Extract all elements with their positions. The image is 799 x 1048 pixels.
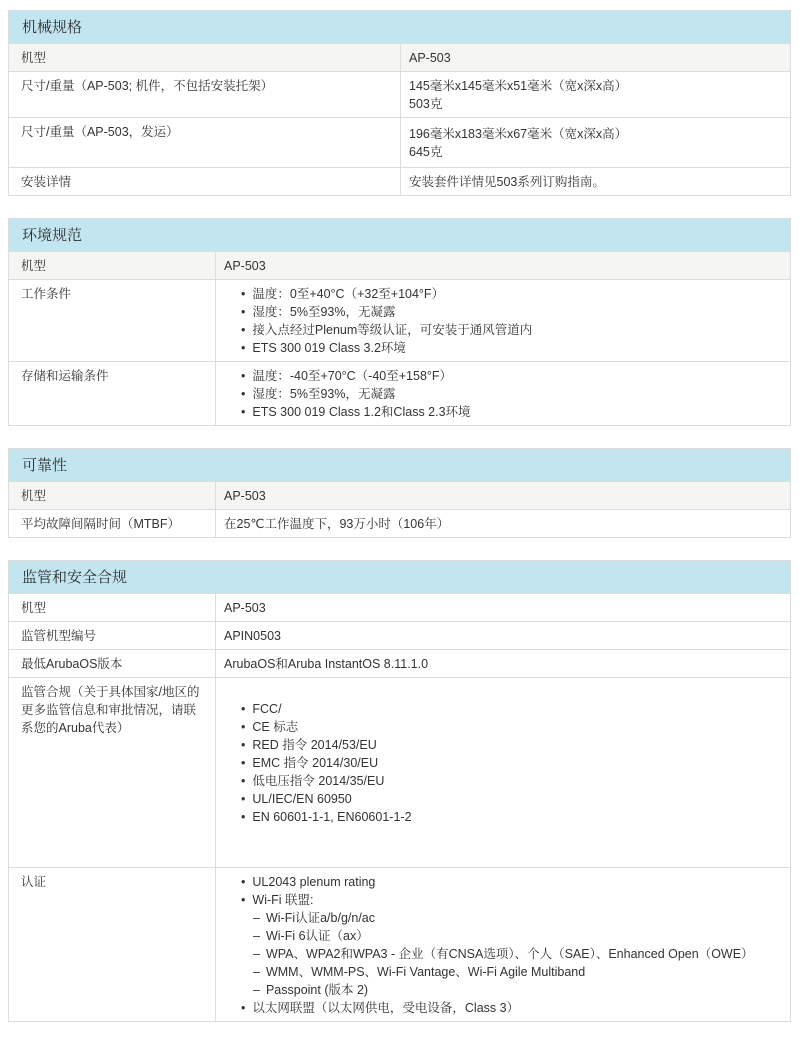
value-text: 温度：-40至+70°C（-40至+158°F） [252,369,453,383]
value-line [409,173,780,191]
value-line [409,95,780,113]
spec-label: 最低ArubaOS版本 [9,650,216,677]
value-line [409,77,780,95]
value-text: AP-503 [224,601,266,615]
spec-label: 认证 [9,868,216,1021]
value-text: 503克 [409,97,443,111]
spec-label: 尺寸/重量（AP-503，发运） [9,118,401,167]
spec-value [216,650,790,677]
value-text: 645克 [409,145,443,159]
value-text: 湿度：5%至93%，无凝露 [252,305,396,319]
spec-value [401,118,790,167]
value-line [224,487,780,505]
value-text: 145毫米x145毫米x51毫米（宽x深x高） [409,79,628,93]
value-text: 196毫米x183毫米x67毫米（宽x深x高） [409,127,628,141]
value-text: UL2043 plenum rating [252,875,376,889]
spec-label: 存储和运输条件 [9,362,216,425]
table-row [9,279,790,361]
value-text: RED 指令 2014/53/EU [252,738,377,752]
value-text: AP-503 [224,259,266,273]
spec-label: 机型 [9,44,401,71]
bullet-marker-icon: • [241,738,246,752]
sub-item [224,945,780,963]
bullet-marker-icon: • [241,305,246,319]
value-text: EN 60601-1-1, EN60601-1-2 [252,810,412,824]
dash-marker-icon: – [253,983,260,997]
bullet-item [224,403,780,421]
table-row [9,43,790,71]
spec-label: 工作条件 [9,280,216,361]
spec-value [401,72,790,117]
spec-label: 平均故障间隔时间（MTBF） [9,510,216,537]
bullet-item [224,339,780,357]
value-line [224,599,780,617]
spec-label: 机型 [9,252,216,279]
spec-value [216,594,790,621]
bullet-item [224,772,780,790]
spec-label: 监管机型编号 [9,622,216,649]
section-title: 可靠性 [9,449,790,481]
spec-label: 尺寸/重量（AP-503; 机件，不包括安装托架） [9,72,401,117]
table-row [9,867,790,1021]
sub-item [224,963,780,981]
spec-value [216,280,790,361]
value-text: ETS 300 019 Class 3.2环境 [252,341,406,355]
value-text: AP-503 [224,489,266,503]
value-text: 接入点经过Plenum等级认证，可安装于通风管道内 [252,323,533,337]
value-text: APIN0503 [224,629,281,643]
dash-marker-icon: – [253,929,260,943]
value-text: 低电压指令 2014/35/EU [252,774,385,788]
value-text: Wi-Fi认证a/b/g/n/ac [265,911,376,925]
bullet-marker-icon: • [241,405,246,419]
bullet-item [224,808,780,826]
sub-item [224,909,780,927]
bullet-marker-icon: • [241,756,246,770]
bullet-marker-icon: • [241,720,246,734]
value-line [409,143,780,161]
bullet-item [224,999,780,1017]
bullet-marker-icon: • [241,774,246,788]
spec-value [216,510,790,537]
section-title: 机械规格 [9,11,790,43]
value-text: FCC/ [252,702,282,716]
spec-value [216,362,790,425]
bullet-item [224,736,780,754]
value-line [224,627,780,645]
sub-item [224,981,780,999]
bullet-item [224,700,780,718]
bullet-item [224,385,780,403]
table-row [9,361,790,425]
table-row [9,621,790,649]
spec-label: 机型 [9,594,216,621]
table-reliability [8,448,791,538]
table-row [9,167,790,195]
bullet-item [224,303,780,321]
table-row [9,71,790,117]
dash-marker-icon: – [253,965,260,979]
value-text: ArubaOS和Aruba InstantOS 8.11.1.0 [224,657,429,671]
spec-value [216,868,790,1021]
bullet-item [224,790,780,808]
spec-value [216,678,790,867]
bullet-marker-icon: • [241,387,246,401]
value-line [409,125,780,143]
value-text: UL/IEC/EN 60950 [252,792,352,806]
section-title: 环境规范 [9,219,790,251]
bullet-marker-icon: • [241,1001,246,1015]
spec-label: 监管合规（关于具体国家/地区的更多监管信息和审批情况，请联系您的Aruba代表） [9,678,216,867]
bullet-item [224,718,780,736]
spec-value [216,622,790,649]
bullet-marker-icon: • [241,369,246,383]
section-title: 监管和安全合规 [9,561,790,593]
table-environmental-specs [8,218,791,426]
spec-value [401,168,790,195]
table-row [9,481,790,509]
value-text: CE 标志 [252,720,299,734]
bullet-item [224,754,780,772]
value-text: 以太网联盟（以太网供电，受电设备，Class 3） [252,1001,520,1015]
value-line [224,655,780,673]
spec-value [216,482,790,509]
spec-label: 机型 [9,482,216,509]
value-text: Passpoint (版本 2) [265,983,369,997]
table-row [9,677,790,867]
value-line [409,49,780,67]
value-line [224,515,780,533]
bullet-marker-icon: • [241,287,246,301]
value-line [224,257,780,275]
value-text: Wi-Fi 6认证（ax） [265,929,369,943]
bullet-marker-icon: • [241,702,246,716]
value-text: ETS 300 019 Class 1.2和Class 2.3环境 [252,405,471,419]
value-text: 湿度：5%至93%，无凝露 [252,387,396,401]
value-text: Wi-Fi 联盟: [252,893,314,907]
spec-value [216,252,790,279]
value-text: 在25℃工作温度下，93万小时（106年） [224,517,450,531]
dash-marker-icon: – [253,947,260,961]
value-text: 安装套件详情见503系列订购指南。 [409,175,605,189]
spec-label: 安装详情 [9,168,401,195]
table-row [9,509,790,537]
bullet-item [224,321,780,339]
bullet-marker-icon: • [241,875,246,889]
table-mechanical-specs [8,10,791,196]
table-regulatory-compliance [8,560,791,1022]
table-row [9,649,790,677]
value-text: WPA、WPA2和WPA3 - 企业（有CNSA选项）、个人（SAE）、Enhanced Open（OWE） [265,947,754,961]
bullet-marker-icon: • [241,792,246,806]
bullet-item [224,367,780,385]
value-text: WMM、WMM-PS、Wi-Fi Vantage、Wi-Fi Agile Multiband [265,965,586,979]
bullet-marker-icon: • [241,341,246,355]
value-text: EMC 指令 2014/30/EU [252,756,379,770]
table-row [9,251,790,279]
dash-marker-icon: – [253,911,260,925]
table-row [9,593,790,621]
bullet-item [224,891,780,909]
spec-tables [8,10,791,1022]
bullet-item [224,873,780,891]
bullet-marker-icon: • [241,323,246,337]
table-row [9,117,790,167]
spec-value [401,44,790,71]
sub-item [224,927,780,945]
bullet-marker-icon: • [241,893,246,907]
bullet-marker-icon: • [241,810,246,824]
value-text: 温度：0至+40°C（+32至+104°F） [252,287,445,301]
bullet-item [224,285,780,303]
value-text: AP-503 [409,51,451,65]
